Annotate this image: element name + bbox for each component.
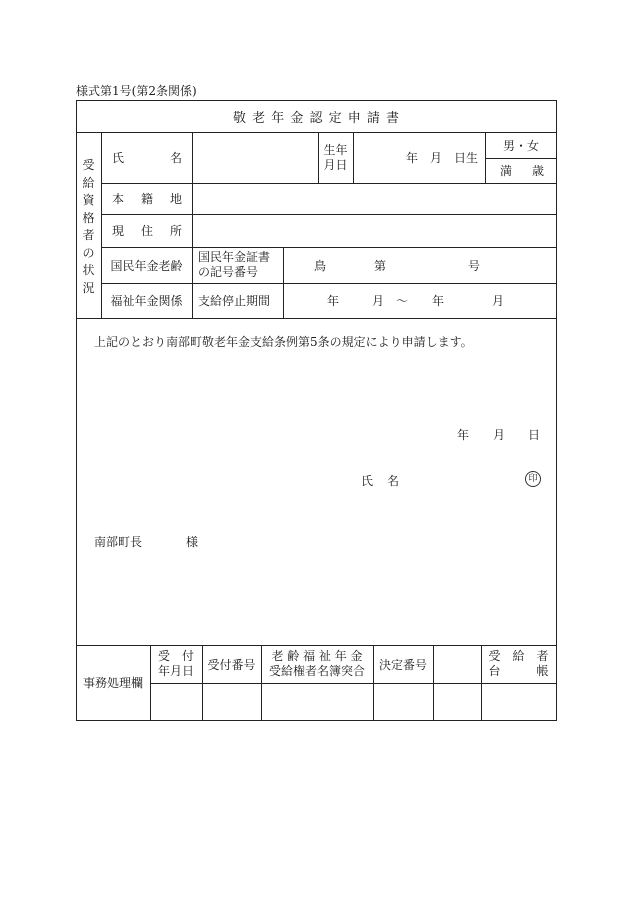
birth-date-suffix: 年 月 日生 <box>405 151 478 165</box>
applicant-status-vertical-label: 受 給 資 格 者 の 状 況 <box>82 158 95 295</box>
address-field[interactable] <box>193 215 555 246</box>
form-title: 敬 老 年 金 認 定 申 請 書 <box>232 110 401 126</box>
decision-number-field[interactable] <box>374 684 432 719</box>
registry-check-field[interactable] <box>262 684 372 719</box>
blank-header <box>433 645 481 683</box>
domicile-label: 本 籍 地 <box>112 192 182 206</box>
address-label: 現 住 所 <box>112 224 182 238</box>
form-number-label: 様式第1号(第2条関係) <box>76 84 197 98</box>
name-label: 氏 名 <box>112 151 182 165</box>
seal-mark: 印 <box>525 471 541 487</box>
suspension-period-field[interactable]: 年 月 ～ 年 月 <box>327 294 505 308</box>
cert-dai: 第 <box>374 258 387 273</box>
sex-selector[interactable]: 男・女 <box>502 139 539 153</box>
cert-go: 号 <box>468 258 481 273</box>
certificate-number-field[interactable] <box>284 248 555 282</box>
application-date-line[interactable]: 年 月 日 <box>457 428 541 442</box>
application-statement: 上記のとおり南部町敬老年金支給条例第5条の規定により申請します。 <box>94 335 473 349</box>
age-field[interactable]: 満 歳 <box>500 164 544 178</box>
receipt-date-header: 受 付 年月日 <box>157 649 194 678</box>
certificate-number-label: 国民年金証書 の記号番号 <box>198 250 271 279</box>
recipient-ledger-field[interactable] <box>482 684 555 719</box>
cert-prefix: 鳥 <box>314 258 327 273</box>
birth-date-label: 生年 月日 <box>323 142 348 172</box>
receipt-number-header: 受付番号 <box>207 657 256 672</box>
receipt-number-field[interactable] <box>203 684 260 719</box>
welfare-pension-label: 福祉年金関係 <box>110 294 183 308</box>
domicile-field[interactable] <box>193 184 555 213</box>
decision-number-header: 決定番号 <box>378 657 427 672</box>
receipt-date-field[interactable] <box>151 684 201 719</box>
name-field[interactable] <box>193 133 317 182</box>
pension-type-label: 国民年金老齢 <box>110 258 183 273</box>
birth-date-field[interactable] <box>354 133 484 182</box>
office-processing-label: 事務処理欄 <box>82 676 143 690</box>
addressee-honorific: 様 <box>186 535 199 549</box>
recipient-ledger-header: 受 給 者 台 帳 <box>488 649 549 678</box>
addressee-mayor: 南部町長 <box>94 535 143 549</box>
registry-check-header: 老 齢 福 祉 年 金 受給権者名簿突合 <box>268 649 365 678</box>
applicant-signature-line[interactable]: 氏 名 印 <box>0 471 630 489</box>
blank-field[interactable] <box>434 684 480 719</box>
suspension-period-label: 支給停止期間 <box>198 294 271 308</box>
